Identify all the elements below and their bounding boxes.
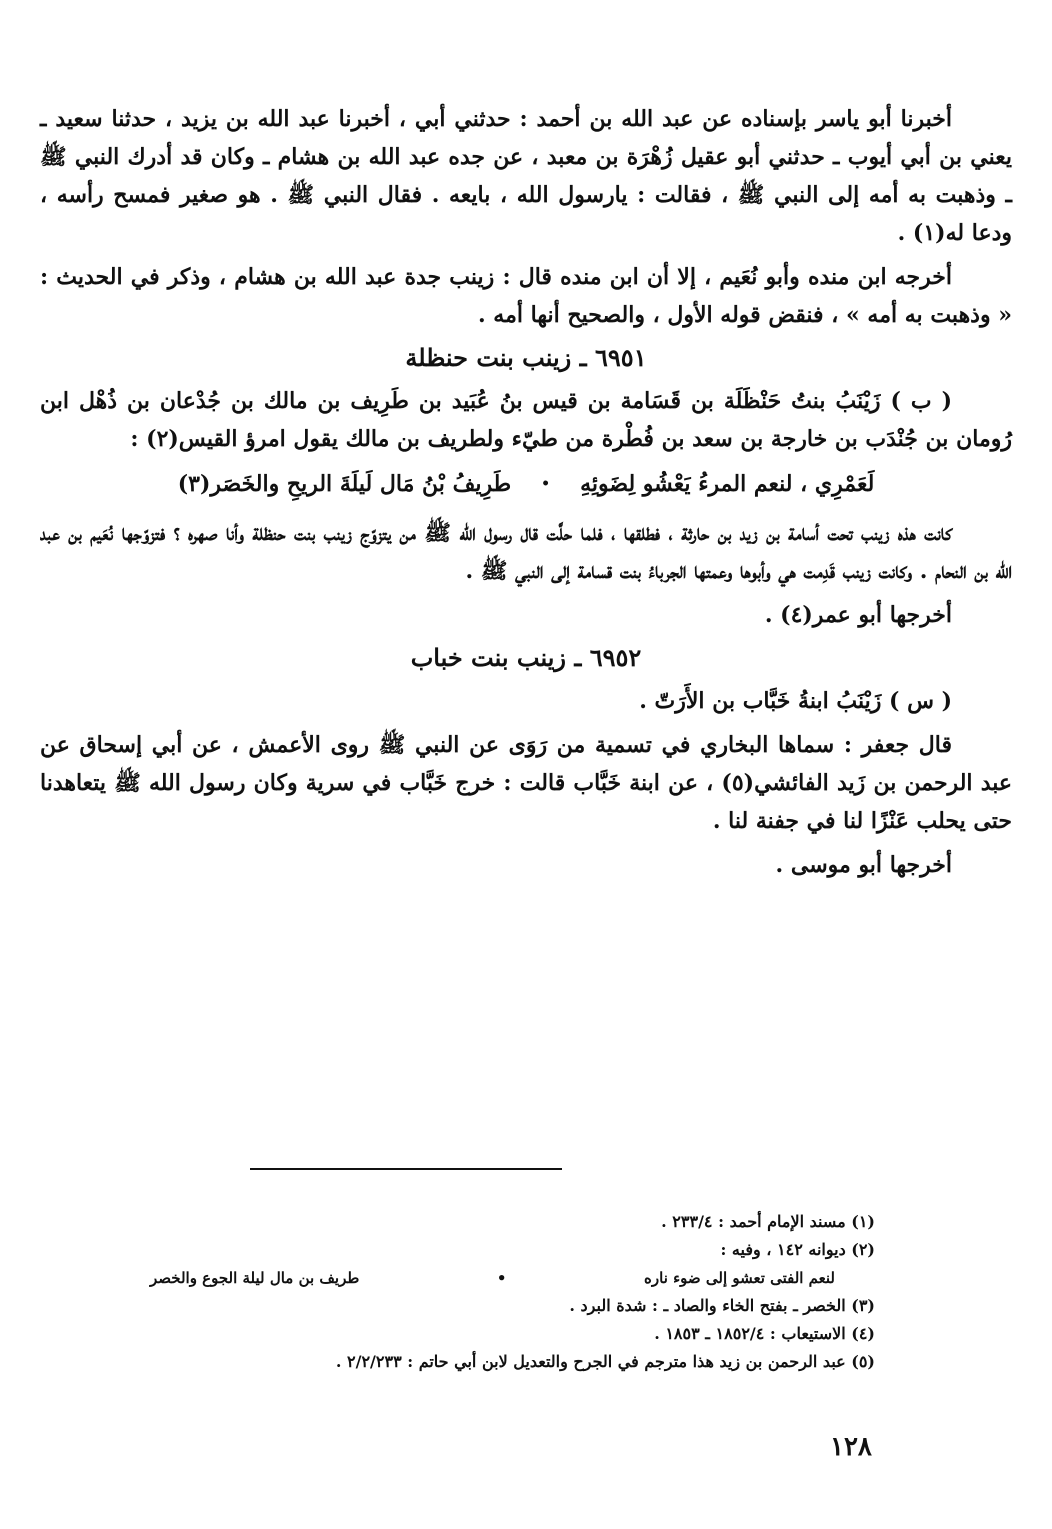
footnote-verse-first: لنعم الفتى تعشو إلى ضوء ناره	[644, 1269, 835, 1287]
paragraph-takhrij-2: أخرجها أبو عمر(٤) .	[764, 602, 952, 628]
paragraph-takhrij-1: أخرجه ابن منده وأبو نُعَيم ، إلا أن ابن منده قال : زينب جدة عبد الله بن هشام ، وذكر في الحديث : « وذهبت به أمه » ، فنقض قوله الأول ، والصحيح أنها أمه .	[40, 264, 1012, 328]
entry-title-6952: ٦٩٥٢ ـ زينب بنت خباب	[410, 643, 642, 672]
footnotes	[130, 1208, 875, 1376]
footnote-3: (٣) الخصر ـ بفتح الخاء والصاد ـ : شدة البرد .	[569, 1296, 875, 1315]
page-number: ١٢٨	[830, 1432, 872, 1462]
entry-title-6951: ٦٩٥١ ـ زينب بنت حنظلة	[405, 343, 647, 372]
footnote-5: (٥) عبد الرحمن بن زيد هذا مترجم في الجرح والتعديل لابن أبي حاتم : ٢/٢/٢٣٣ .	[335, 1352, 875, 1371]
poem-verse	[40, 464, 1012, 504]
paragraph-story: كانت هذه زينب تحت أسامة بن زيد بن حارثة ، فطلقها ، فلما حلَّت قال رسول الله ﷺ من يتزوّج زينب بنت حنظلة وأنا صهره ؟ فتزوّجها نُعَيم بن عبد الله بن النحام . وكانت زينب قَدِمت هي وأبوها وعمتها الجرباءُ بنت قسامة إلى النبي ﷺ .	[40, 520, 1012, 584]
paragraph-isnad: أخبرنا أبو ياسر بإسناده عن عبد الله بن أحمد : حدثني أبي ، أخبرنا عبد الله بن يزيد ، حدثنا سعيد ـ يعني بن أبي أيوب ـ حدثني أبو عقيل زُهْرَة بن معبد ، عن جده عبد الله بن هشام ـ وكان قد أدرك النبي ﷺ ـ وذهبت به أمه إلى النبي ﷺ ، فقالت : يارسول الله ، بايعه . فقال النبي ﷺ . هو صغير فمسح رأسه ، ودعا له(١) .	[40, 106, 1012, 246]
paragraph-lineage: ( ب ) زَيْنَبُ بنتُ حَنْظَلَة بن قَسَامة بن قيس بنُ عُبَيد بن طَرِيف بن مالك بن جُدْعان بن ذُهْل ابن رُومان بن جُنْدَب بن خارجة بن سعد بن فُطْرة من طيّء ولطريف بن مالك يقول امرؤ القيس(٢) :	[40, 388, 1012, 452]
footnote-2-verse	[130, 1264, 875, 1292]
verse-separator: •	[541, 476, 551, 492]
paragraph-hadith: قال جعفر : سماها البخاري في تسمية من رَوَى عن النبي ﷺ روى الأعمش ، عن أبي إسحاق عن عبد الرحمن بن زَيد الفائشي(٥) ، عن ابنة خَبَّاب قالت : خرج خَبَّاب في سرية وكان رسول الله ﷺ يتعاهدنا حتى يحلب عَنْزًا لنا في جفنة لنا .	[40, 732, 1013, 834]
verse-first-hemistich: لَعَمْرِي ، لنعم المرءُ يَعْشُو لِضَوئِهِ	[580, 471, 875, 497]
paragraph-takhrij-3: أخرجها أبو موسى .	[775, 852, 952, 878]
footnote-2: (٢) ديوانه ١٤٢ ، وفيه :	[720, 1240, 875, 1259]
footnote-verse-separator: •	[496, 1269, 507, 1287]
footnote-1: (١) مسند الإمام أحمد : ٢٣٣/٤ .	[661, 1212, 875, 1231]
footnote-separator	[250, 1168, 562, 1170]
verse-second-hemistich: طَرِيفُ بْنُ مَال لَيلَةَ الريحِ والخَصَر(٣)	[177, 471, 512, 497]
main-text	[40, 100, 1012, 890]
footnote-verse-second: طريف بن مال ليلة الجوع والخصر	[150, 1269, 360, 1287]
paragraph-name: ( س ) زَيْنَبُ ابنةُ خَبَّاب بن الأَرَتّ .	[639, 688, 952, 714]
footnote-4: (٤) الاستيعاب : ١٨٥٢/٤ ـ ١٨٥٣ .	[654, 1324, 875, 1343]
